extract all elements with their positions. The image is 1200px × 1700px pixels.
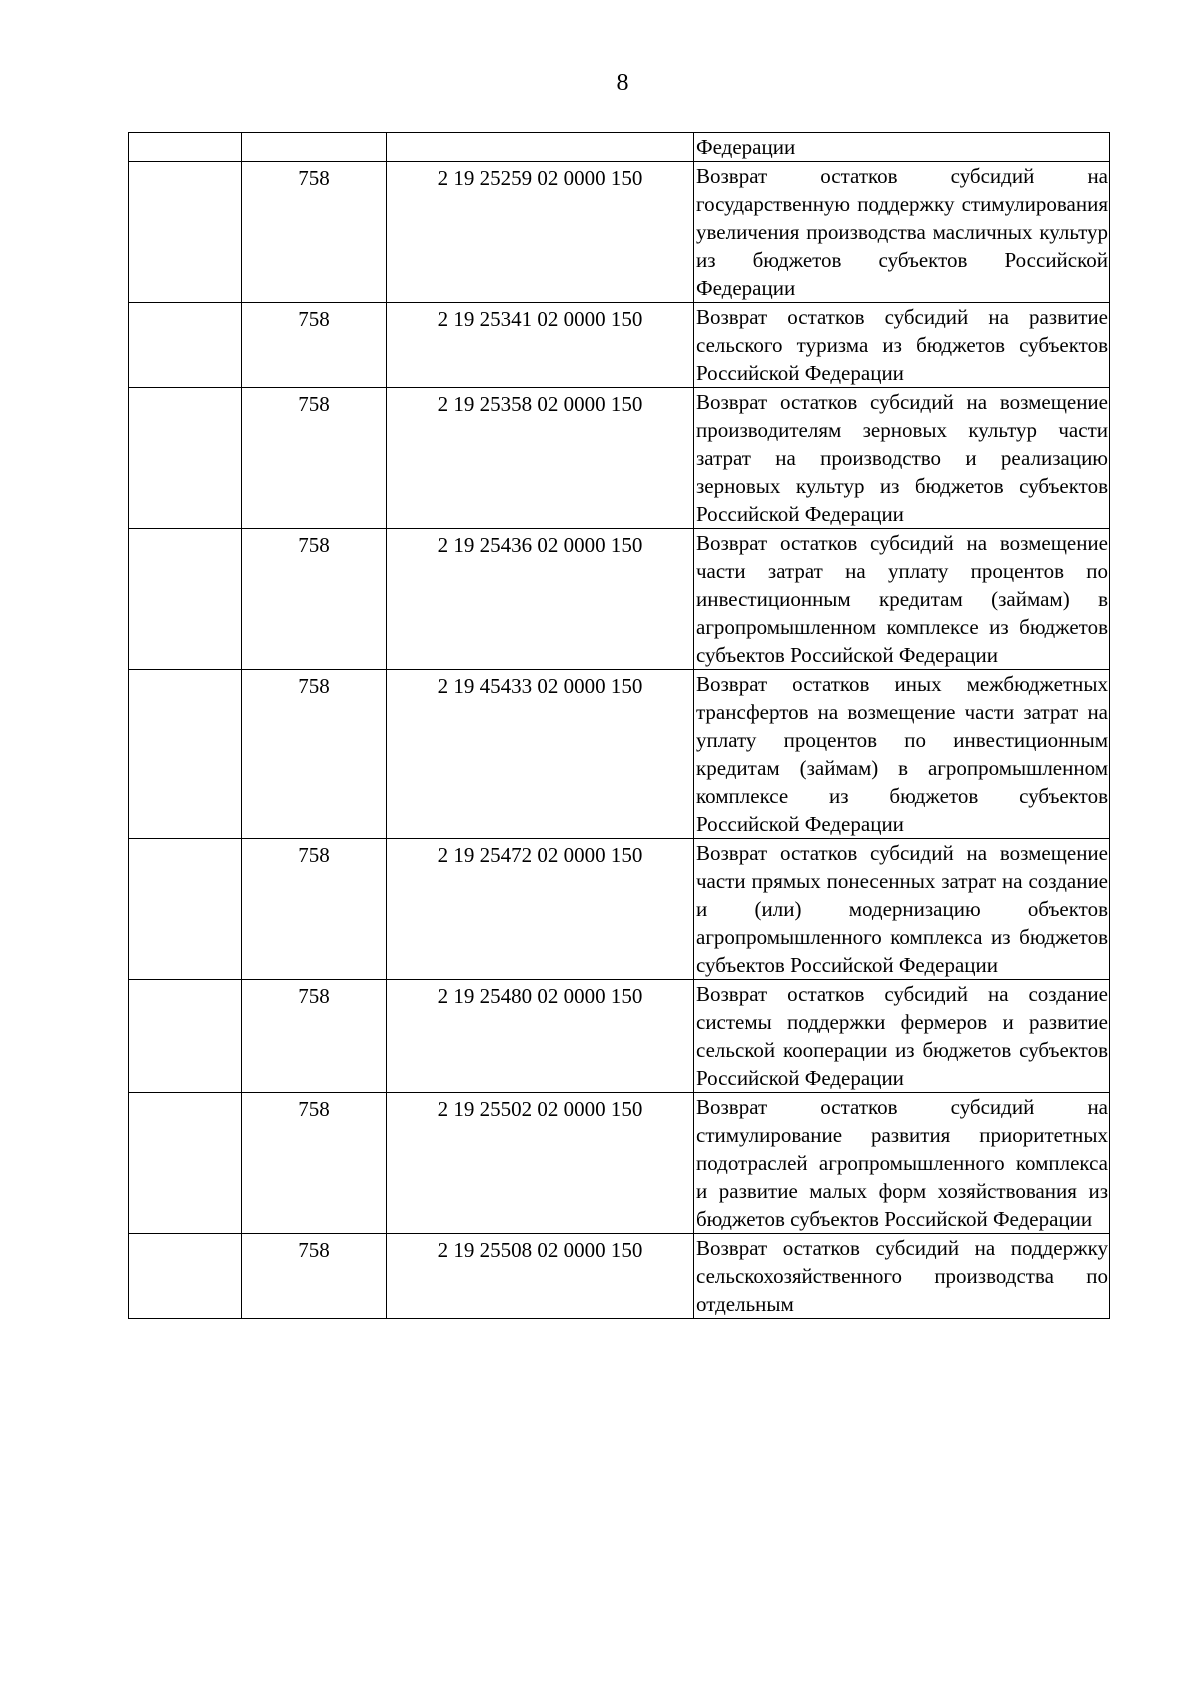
description-cell: Федерации [694, 133, 1110, 162]
budget-code-cell: 2 19 25472 02 0000 150 [387, 839, 694, 980]
description-cell: Возврат остатков субсидий на возмещение части прямых понесенных затрат на создание и (или) модернизацию объектов агропромышленного комплекса из бюджетов субъектов Российской Федерации [694, 839, 1110, 980]
description-cell: Возврат остатков субсидий на возмещение части затрат на уплату процентов по инвестиционным кредитам (займам) в агропромышленном комплексе из бюджетов субъектов Российской Федерации [694, 529, 1110, 670]
description-cell: Возврат остатков субсидий на развитие сельского туризма из бюджетов субъектов Российской Федерации [694, 303, 1110, 388]
admin-code-cell: 758 [242, 303, 387, 388]
table-cell-blank [129, 1093, 242, 1234]
table-row [129, 670, 1110, 839]
admin-code-cell: 758 [242, 839, 387, 980]
budget-code-cell: 2 19 25502 02 0000 150 [387, 1093, 694, 1234]
table-cell-blank [129, 980, 242, 1093]
budget-code-cell [387, 133, 694, 162]
description-cell: Возврат остатков субсидий на государственную поддержку стимулирования увеличения производства масличных культур из бюджетов субъектов Российской Федерации [694, 162, 1110, 303]
table-cell-blank [129, 303, 242, 388]
admin-code-cell [242, 133, 387, 162]
table-cell-blank [129, 133, 242, 162]
table-cell-blank [129, 1234, 242, 1319]
page-number: 8 [616, 70, 629, 96]
table-cell-blank [129, 388, 242, 529]
budget-code-cell: 2 19 25341 02 0000 150 [387, 303, 694, 388]
admin-code-cell: 758 [242, 162, 387, 303]
table-row [129, 388, 1110, 529]
table-cell-blank [129, 670, 242, 839]
admin-code-cell: 758 [242, 1093, 387, 1234]
table-row [129, 1093, 1110, 1234]
budget-code-cell: 2 19 25259 02 0000 150 [387, 162, 694, 303]
description-cell: Возврат остатков субсидий на создание системы поддержки фермеров и развитие сельской кооперации из бюджетов субъектов Российской Федерации [694, 980, 1110, 1093]
budget-code-cell: 2 19 25508 02 0000 150 [387, 1234, 694, 1319]
table-cell-blank [129, 162, 242, 303]
admin-code-cell: 758 [242, 1234, 387, 1319]
table-row [129, 162, 1110, 303]
table-row [129, 980, 1110, 1093]
description-cell: Возврат остатков субсидий на возмещение производителям зерновых культур части затрат на производство и реализацию зерновых культур из бюджетов субъектов Российской Федерации [694, 388, 1110, 529]
admin-code-cell: 758 [242, 980, 387, 1093]
table-row [129, 529, 1110, 670]
admin-code-cell: 758 [242, 529, 387, 670]
admin-code-cell: 758 [242, 670, 387, 839]
budget-code-cell: 2 19 25436 02 0000 150 [387, 529, 694, 670]
table-row [129, 839, 1110, 980]
budget-code-cell: 2 19 45433 02 0000 150 [387, 670, 694, 839]
table-cell-blank [129, 839, 242, 980]
table-row [129, 133, 1110, 162]
admin-code-cell: 758 [242, 388, 387, 529]
budget-code-cell: 2 19 25480 02 0000 150 [387, 980, 694, 1093]
table-row [129, 303, 1110, 388]
budget-code-cell: 2 19 25358 02 0000 150 [387, 388, 694, 529]
description-cell: Возврат остатков субсидий на стимулирование развития приоритетных подотраслей агропромышленного комплекса и развитие малых форм хозяйствования из бюджетов субъектов Российской Федерации [694, 1093, 1110, 1234]
table-row [129, 1234, 1110, 1319]
table-cell-blank [129, 529, 242, 670]
budget-code-table [128, 132, 1110, 1319]
description-cell: Возврат остатков иных межбюджетных трансфертов на возмещение части затрат на уплату процентов по инвестиционным кредитам (займам) в агропромышленном комплексе из бюджетов субъектов Российской Федерации [694, 670, 1110, 839]
description-cell: Возврат остатков субсидий на поддержку сельскохозяйственного производства по отдельным [694, 1234, 1110, 1319]
